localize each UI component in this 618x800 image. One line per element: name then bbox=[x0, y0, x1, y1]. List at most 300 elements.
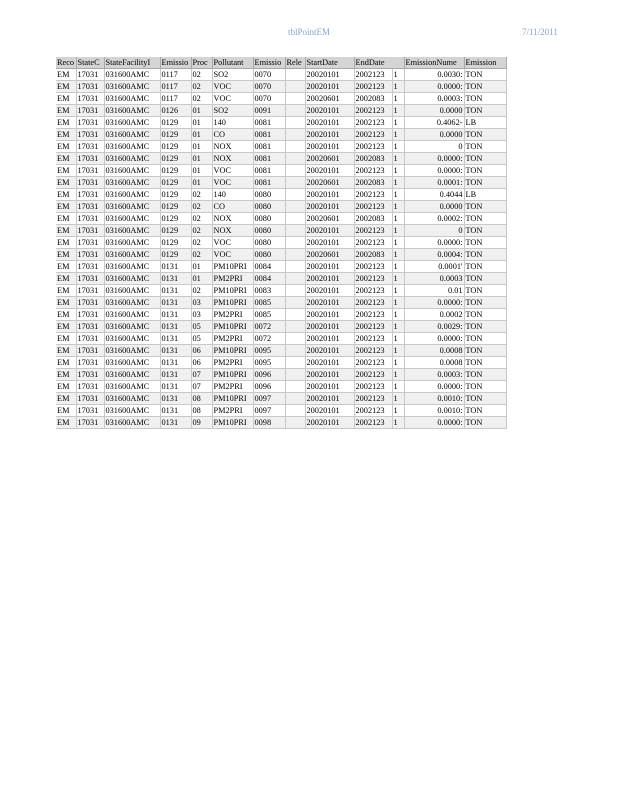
end-date-cell: 2002123 bbox=[354, 309, 392, 321]
unit-cell: TON bbox=[464, 369, 506, 381]
start-date-cell: 20020101 bbox=[305, 369, 354, 381]
unit-cell: TON bbox=[464, 297, 506, 309]
emission-unit-cell: 0131 bbox=[160, 333, 191, 345]
state-county-cell: 17031 bbox=[76, 237, 104, 249]
emission-value-cell: 0.0000: bbox=[404, 381, 464, 393]
emission-type-cell: 0084 bbox=[253, 273, 285, 285]
record-type-cell: EM bbox=[56, 297, 76, 309]
unit-cell: TON bbox=[464, 321, 506, 333]
record-type-cell: EM bbox=[56, 129, 76, 141]
emission-value-cell: 0 bbox=[404, 141, 464, 153]
start-date-cell: 20020101 bbox=[305, 165, 354, 177]
emission-type-cell: 0080 bbox=[253, 237, 285, 249]
end-date-suffix-cell: 1 bbox=[392, 321, 404, 333]
start-date-cell: 20020101 bbox=[305, 117, 354, 129]
facility-id-cell: 031600AMC bbox=[104, 93, 160, 105]
process-cell: 01 bbox=[191, 141, 212, 153]
state-county-cell: 17031 bbox=[76, 261, 104, 273]
column-header: StateFacilityI bbox=[104, 57, 160, 69]
end-date-suffix-cell: 1 bbox=[392, 297, 404, 309]
emission-unit-cell: 0129 bbox=[160, 117, 191, 129]
column-header: Reco bbox=[57, 57, 75, 67]
state-county-cell: 17031 bbox=[76, 381, 104, 393]
state-county-cell: 17031 bbox=[76, 249, 104, 261]
table-row bbox=[56, 417, 506, 429]
emission-value-cell: 0.0000 bbox=[404, 201, 464, 213]
record-type-cell: EM bbox=[56, 357, 76, 369]
emission-type-cell: 0081 bbox=[253, 153, 285, 165]
table-row bbox=[56, 153, 506, 165]
emission-type-cell: 0070 bbox=[253, 69, 285, 81]
record-type-cell: EM bbox=[56, 237, 76, 249]
column-header: EndDate bbox=[354, 57, 404, 69]
table-body bbox=[56, 69, 506, 429]
state-county-cell: 17031 bbox=[76, 165, 104, 177]
emission-value-cell: 0.0003: bbox=[404, 93, 464, 105]
emission-unit-cell: 0117 bbox=[160, 81, 191, 93]
table-row bbox=[56, 117, 506, 129]
release-cell bbox=[285, 177, 305, 189]
record-type-cell: EM bbox=[56, 105, 76, 117]
pollutant-cell: PM10PRI bbox=[212, 417, 253, 429]
end-date-suffix-cell: 1 bbox=[392, 117, 404, 129]
emissions-table bbox=[56, 57, 507, 429]
unit-cell: TON bbox=[464, 333, 506, 345]
emission-unit-cell: 0131 bbox=[160, 381, 191, 393]
process-cell: 01 bbox=[191, 273, 212, 285]
table-row bbox=[56, 393, 506, 405]
report-title: tblPointEM bbox=[288, 27, 331, 37]
emission-type-cell: 0096 bbox=[253, 381, 285, 393]
state-county-cell: 17031 bbox=[76, 177, 104, 189]
column-header: Emissio bbox=[253, 57, 285, 69]
facility-id-cell: 031600AMC bbox=[104, 321, 160, 333]
start-date-cell: 20020101 bbox=[305, 273, 354, 285]
pollutant-cell: PM10PRI bbox=[212, 285, 253, 297]
process-cell: 01 bbox=[191, 165, 212, 177]
table-row bbox=[56, 273, 506, 285]
facility-id-cell: 031600AMC bbox=[104, 273, 160, 285]
emission-value-cell: 0.0008 bbox=[404, 345, 464, 357]
release-cell bbox=[285, 129, 305, 141]
emission-value-cell: 0.0000: bbox=[404, 165, 464, 177]
process-cell: 02 bbox=[191, 285, 212, 297]
facility-id-cell: 031600AMC bbox=[104, 261, 160, 273]
unit-cell: TON bbox=[464, 405, 506, 417]
end-date-suffix-cell: 1 bbox=[392, 189, 404, 201]
table-row bbox=[56, 177, 506, 189]
emission-unit-cell: 0126 bbox=[160, 105, 191, 117]
start-date-cell: 20020101 bbox=[305, 69, 354, 81]
end-date-cell: 2002083 bbox=[354, 213, 392, 225]
record-type-cell: EM bbox=[56, 69, 76, 81]
state-county-cell: 17031 bbox=[76, 81, 104, 93]
unit-cell: TON bbox=[464, 285, 506, 297]
end-date-cell: 2002123 bbox=[354, 369, 392, 381]
emission-type-cell: 0084 bbox=[253, 261, 285, 273]
pollutant-cell: NOX bbox=[212, 141, 253, 153]
record-type-cell: EM bbox=[56, 333, 76, 345]
end-date-suffix-cell: 1 bbox=[392, 213, 404, 225]
unit-cell: TON bbox=[464, 357, 506, 369]
pollutant-cell: PM2PRI bbox=[212, 309, 253, 321]
end-date-cell: 2002123 bbox=[354, 117, 392, 129]
table-row bbox=[56, 69, 506, 81]
end-date-cell: 2002083 bbox=[354, 153, 392, 165]
state-county-cell: 17031 bbox=[76, 153, 104, 165]
end-date-suffix-cell: 1 bbox=[392, 81, 404, 93]
emission-unit-cell: 0117 bbox=[160, 69, 191, 81]
unit-cell: TON bbox=[464, 417, 506, 429]
emission-unit-cell: 0131 bbox=[160, 321, 191, 333]
pollutant-cell: PM10PRI bbox=[212, 297, 253, 309]
end-date-cell: 2002123 bbox=[354, 69, 392, 81]
end-date-cell: 2002123 bbox=[354, 357, 392, 369]
pollutant-cell: PM2PRI bbox=[212, 405, 253, 417]
facility-id-cell: 031600AMC bbox=[104, 357, 160, 369]
emission-value-cell: 0.0001: bbox=[404, 177, 464, 189]
record-type-cell: EM bbox=[56, 345, 76, 357]
unit-cell: TON bbox=[464, 201, 506, 213]
end-date-cell: 2002123 bbox=[354, 237, 392, 249]
emission-unit-cell: 0129 bbox=[160, 165, 191, 177]
process-cell: 02 bbox=[191, 69, 212, 81]
emission-unit-cell: 0129 bbox=[160, 141, 191, 153]
pollutant-cell: SO2 bbox=[212, 105, 253, 117]
end-date-cell: 2002123 bbox=[354, 417, 392, 429]
emission-type-cell: 0081 bbox=[253, 177, 285, 189]
release-cell bbox=[285, 189, 305, 201]
end-date-suffix-cell: 1 bbox=[392, 177, 404, 189]
release-cell bbox=[285, 93, 305, 105]
state-county-cell: 17031 bbox=[76, 213, 104, 225]
unit-cell: TON bbox=[464, 213, 506, 225]
emission-type-cell: 0072 bbox=[253, 321, 285, 333]
process-cell: 08 bbox=[191, 393, 212, 405]
state-county-cell: 17031 bbox=[76, 345, 104, 357]
emission-value-cell: 0.0029: bbox=[404, 321, 464, 333]
table-row bbox=[56, 405, 506, 417]
end-date-suffix-cell: 1 bbox=[392, 69, 404, 81]
facility-id-cell: 031600AMC bbox=[104, 69, 160, 81]
release-cell bbox=[285, 117, 305, 129]
facility-id-cell: 031600AMC bbox=[104, 105, 160, 117]
record-type-cell: EM bbox=[56, 405, 76, 417]
end-date-suffix-cell: 1 bbox=[392, 417, 404, 429]
end-date-cell: 2002123 bbox=[354, 261, 392, 273]
emission-type-cell: 0080 bbox=[253, 201, 285, 213]
state-county-cell: 17031 bbox=[76, 297, 104, 309]
end-date-cell: 2002123 bbox=[354, 393, 392, 405]
record-type-cell: EM bbox=[56, 213, 76, 225]
end-date-cell: 2002123 bbox=[354, 225, 392, 237]
pollutant-cell: 140 bbox=[212, 117, 253, 129]
unit-cell: TON bbox=[464, 93, 506, 105]
table-row bbox=[56, 309, 506, 321]
process-cell: 02 bbox=[191, 237, 212, 249]
emission-type-cell: 0083 bbox=[253, 285, 285, 297]
start-date-cell: 20020101 bbox=[305, 357, 354, 369]
record-type-cell: EM bbox=[56, 285, 76, 297]
process-cell: 06 bbox=[191, 345, 212, 357]
state-county-cell: 17031 bbox=[76, 117, 104, 129]
unit-cell: TON bbox=[464, 249, 506, 261]
table-row bbox=[56, 105, 506, 117]
release-cell bbox=[285, 321, 305, 333]
emission-type-cell: 0081 bbox=[253, 141, 285, 153]
emission-unit-cell: 0131 bbox=[160, 345, 191, 357]
facility-id-cell: 031600AMC bbox=[104, 165, 160, 177]
start-date-cell: 20020601 bbox=[305, 153, 354, 165]
column-header: EmissionNume bbox=[404, 57, 464, 69]
state-county-cell: 17031 bbox=[76, 417, 104, 429]
emission-value-cell: 0.01 bbox=[404, 285, 464, 297]
end-date-cell: 2002123 bbox=[354, 129, 392, 141]
record-type-cell: EM bbox=[56, 153, 76, 165]
emission-value-cell: 0.0000: bbox=[404, 297, 464, 309]
process-cell: 02 bbox=[191, 213, 212, 225]
facility-id-cell: 031600AMC bbox=[104, 381, 160, 393]
emission-unit-cell: 0131 bbox=[160, 261, 191, 273]
release-cell bbox=[285, 405, 305, 417]
start-date-cell: 20020101 bbox=[305, 105, 354, 117]
emission-type-cell: 0072 bbox=[253, 333, 285, 345]
pollutant-cell: NOX bbox=[212, 225, 253, 237]
emission-unit-cell: 0131 bbox=[160, 357, 191, 369]
release-cell bbox=[285, 345, 305, 357]
table-row bbox=[56, 213, 506, 225]
state-county-cell: 17031 bbox=[76, 273, 104, 285]
pollutant-cell: SO2 bbox=[212, 69, 253, 81]
release-cell bbox=[285, 285, 305, 297]
emission-type-cell: 0080 bbox=[253, 225, 285, 237]
pollutant-cell: VOC bbox=[212, 177, 253, 189]
end-date-cell: 2002123 bbox=[354, 405, 392, 417]
table-row bbox=[56, 165, 506, 177]
release-cell bbox=[285, 249, 305, 261]
facility-id-cell: 031600AMC bbox=[104, 237, 160, 249]
process-cell: 08 bbox=[191, 405, 212, 417]
end-date-cell: 2002123 bbox=[354, 189, 392, 201]
start-date-cell: 20020101 bbox=[305, 81, 354, 93]
state-county-cell: 17031 bbox=[76, 69, 104, 81]
facility-id-cell: 031600AMC bbox=[104, 405, 160, 417]
end-date-cell: 2002123 bbox=[354, 381, 392, 393]
pollutant-cell: PM2PRI bbox=[212, 381, 253, 393]
process-cell: 02 bbox=[191, 189, 212, 201]
emission-value-cell: 0.0002: bbox=[404, 213, 464, 225]
facility-id-cell: 031600AMC bbox=[104, 333, 160, 345]
pollutant-cell: PM2PRI bbox=[212, 273, 253, 285]
emission-type-cell: 0095 bbox=[253, 345, 285, 357]
facility-id-cell: 031600AMC bbox=[104, 309, 160, 321]
end-date-cell: 2002123 bbox=[354, 81, 392, 93]
release-cell bbox=[285, 69, 305, 81]
table-row bbox=[56, 345, 506, 357]
table-row bbox=[56, 369, 506, 381]
end-date-cell: 2002123 bbox=[354, 273, 392, 285]
pollutant-cell: VOC bbox=[212, 237, 253, 249]
facility-id-cell: 031600AMC bbox=[104, 189, 160, 201]
facility-id-cell: 031600AMC bbox=[104, 249, 160, 261]
process-cell: 01 bbox=[191, 117, 212, 129]
emission-unit-cell: 0131 bbox=[160, 297, 191, 309]
process-cell: 01 bbox=[191, 261, 212, 273]
emission-unit-cell: 0131 bbox=[160, 369, 191, 381]
state-county-cell: 17031 bbox=[76, 201, 104, 213]
emission-unit-cell: 0129 bbox=[160, 153, 191, 165]
emission-value-cell: 0.0003 bbox=[404, 273, 464, 285]
table-row bbox=[56, 381, 506, 393]
end-date-suffix-cell: 1 bbox=[392, 381, 404, 393]
end-date-cell: 2002083 bbox=[354, 93, 392, 105]
unit-cell: TON bbox=[464, 345, 506, 357]
record-type-cell: EM bbox=[56, 117, 76, 129]
state-county-cell: 17031 bbox=[76, 309, 104, 321]
process-cell: 09 bbox=[191, 417, 212, 429]
process-cell: 02 bbox=[191, 93, 212, 105]
emission-type-cell: 0081 bbox=[253, 165, 285, 177]
unit-cell: TON bbox=[464, 237, 506, 249]
end-date-suffix-cell: 1 bbox=[392, 333, 404, 345]
facility-id-cell: 031600AMC bbox=[104, 129, 160, 141]
table-row bbox=[56, 321, 506, 333]
state-county-cell: 17031 bbox=[76, 321, 104, 333]
facility-id-cell: 031600AMC bbox=[104, 345, 160, 357]
emission-value-cell: 0.0002 bbox=[404, 309, 464, 321]
start-date-cell: 20020101 bbox=[305, 321, 354, 333]
process-cell: 02 bbox=[191, 81, 212, 93]
end-date-suffix-cell: 1 bbox=[392, 153, 404, 165]
facility-id-cell: 031600AMC bbox=[104, 213, 160, 225]
end-date-cell: 2002123 bbox=[354, 321, 392, 333]
release-cell bbox=[285, 297, 305, 309]
process-cell: 07 bbox=[191, 381, 212, 393]
release-cell bbox=[285, 81, 305, 93]
state-county-cell: 17031 bbox=[76, 105, 104, 117]
pollutant-cell: CO bbox=[212, 201, 253, 213]
pollutant-cell: VOC bbox=[212, 81, 253, 93]
record-type-cell: EM bbox=[56, 273, 76, 285]
pollutant-cell: 140 bbox=[212, 189, 253, 201]
release-cell bbox=[285, 369, 305, 381]
record-type-cell: EM bbox=[56, 261, 76, 273]
unit-cell: TON bbox=[464, 393, 506, 405]
end-date-cell: 2002123 bbox=[354, 285, 392, 297]
emission-type-cell: 0097 bbox=[253, 405, 285, 417]
emission-type-cell: 0080 bbox=[253, 249, 285, 261]
process-cell: 01 bbox=[191, 153, 212, 165]
end-date-suffix-cell: 1 bbox=[392, 405, 404, 417]
unit-cell: TON bbox=[464, 381, 506, 393]
pollutant-cell: VOC bbox=[212, 249, 253, 261]
table-row bbox=[56, 129, 506, 141]
end-date-suffix-cell: 1 bbox=[392, 201, 404, 213]
record-type-cell: EM bbox=[56, 141, 76, 153]
emission-unit-cell: 0131 bbox=[160, 417, 191, 429]
start-date-cell: 20020101 bbox=[305, 393, 354, 405]
start-date-cell: 20020101 bbox=[305, 417, 354, 429]
emission-type-cell: 0097 bbox=[253, 393, 285, 405]
facility-id-cell: 031600AMC bbox=[104, 417, 160, 429]
emission-value-cell: 0.0030: bbox=[404, 69, 464, 81]
release-cell bbox=[285, 309, 305, 321]
unit-cell: LB bbox=[464, 117, 506, 129]
record-type-cell: EM bbox=[56, 225, 76, 237]
table-row bbox=[56, 285, 506, 297]
unit-cell: TON bbox=[464, 129, 506, 141]
process-cell: 01 bbox=[191, 129, 212, 141]
end-date-cell: 2002123 bbox=[354, 345, 392, 357]
table-row bbox=[56, 201, 506, 213]
emission-unit-cell: 0129 bbox=[160, 189, 191, 201]
pollutant-cell: VOC bbox=[212, 165, 253, 177]
record-type-cell: EM bbox=[56, 381, 76, 393]
facility-id-cell: 031600AMC bbox=[104, 81, 160, 93]
pollutant-cell: PM10PRI bbox=[212, 261, 253, 273]
end-date-cell: 2002083 bbox=[354, 177, 392, 189]
column-header: Proc bbox=[191, 57, 212, 69]
emission-type-cell: 0080 bbox=[253, 189, 285, 201]
end-date-suffix-cell: 1 bbox=[392, 393, 404, 405]
release-cell bbox=[285, 237, 305, 249]
pollutant-cell: VOC bbox=[212, 93, 253, 105]
emission-type-cell: 0070 bbox=[253, 81, 285, 93]
end-date-cell: 2002123 bbox=[354, 105, 392, 117]
unit-cell: TON bbox=[464, 105, 506, 117]
start-date-cell: 20020101 bbox=[305, 345, 354, 357]
emission-value-cell: 0.0000: bbox=[404, 81, 464, 93]
emission-type-cell: 0070 bbox=[253, 93, 285, 105]
start-date-cell: 20020101 bbox=[305, 237, 354, 249]
emission-type-cell: 0081 bbox=[253, 117, 285, 129]
pollutant-cell: PM10PRI bbox=[212, 321, 253, 333]
record-type-cell: EM bbox=[56, 165, 76, 177]
release-cell bbox=[285, 273, 305, 285]
facility-id-cell: 031600AMC bbox=[104, 225, 160, 237]
emission-value-cell: 0.0008 bbox=[404, 357, 464, 369]
process-cell: 03 bbox=[191, 309, 212, 321]
release-cell bbox=[285, 357, 305, 369]
facility-id-cell: 031600AMC bbox=[104, 117, 160, 129]
end-date-cell: 2002123 bbox=[354, 201, 392, 213]
facility-id-cell: 031600AMC bbox=[104, 201, 160, 213]
emission-value-cell: 0.0001' bbox=[404, 261, 464, 273]
emission-value-cell: 0.0003: bbox=[404, 369, 464, 381]
process-cell: 02 bbox=[191, 225, 212, 237]
end-date-cell: 2002123 bbox=[354, 297, 392, 309]
emission-unit-cell: 0129 bbox=[160, 225, 191, 237]
release-cell bbox=[285, 417, 305, 429]
process-cell: 05 bbox=[191, 321, 212, 333]
facility-id-cell: 031600AMC bbox=[104, 153, 160, 165]
release-cell bbox=[285, 141, 305, 153]
state-county-cell: 17031 bbox=[76, 333, 104, 345]
end-date-cell: 2002123 bbox=[354, 165, 392, 177]
start-date-cell: 20020101 bbox=[305, 285, 354, 297]
emission-type-cell: 0098 bbox=[253, 417, 285, 429]
release-cell bbox=[285, 105, 305, 117]
table-row bbox=[56, 81, 506, 93]
process-cell: 06 bbox=[191, 357, 212, 369]
state-county-cell: 17031 bbox=[76, 141, 104, 153]
emission-value-cell: 0.0000: bbox=[404, 153, 464, 165]
state-county-cell: 17031 bbox=[76, 405, 104, 417]
emission-value-cell: 0.4062- bbox=[404, 117, 464, 129]
pollutant-cell: PM10PRI bbox=[212, 393, 253, 405]
emission-unit-cell: 0131 bbox=[160, 405, 191, 417]
start-date-cell: 20020601 bbox=[305, 93, 354, 105]
